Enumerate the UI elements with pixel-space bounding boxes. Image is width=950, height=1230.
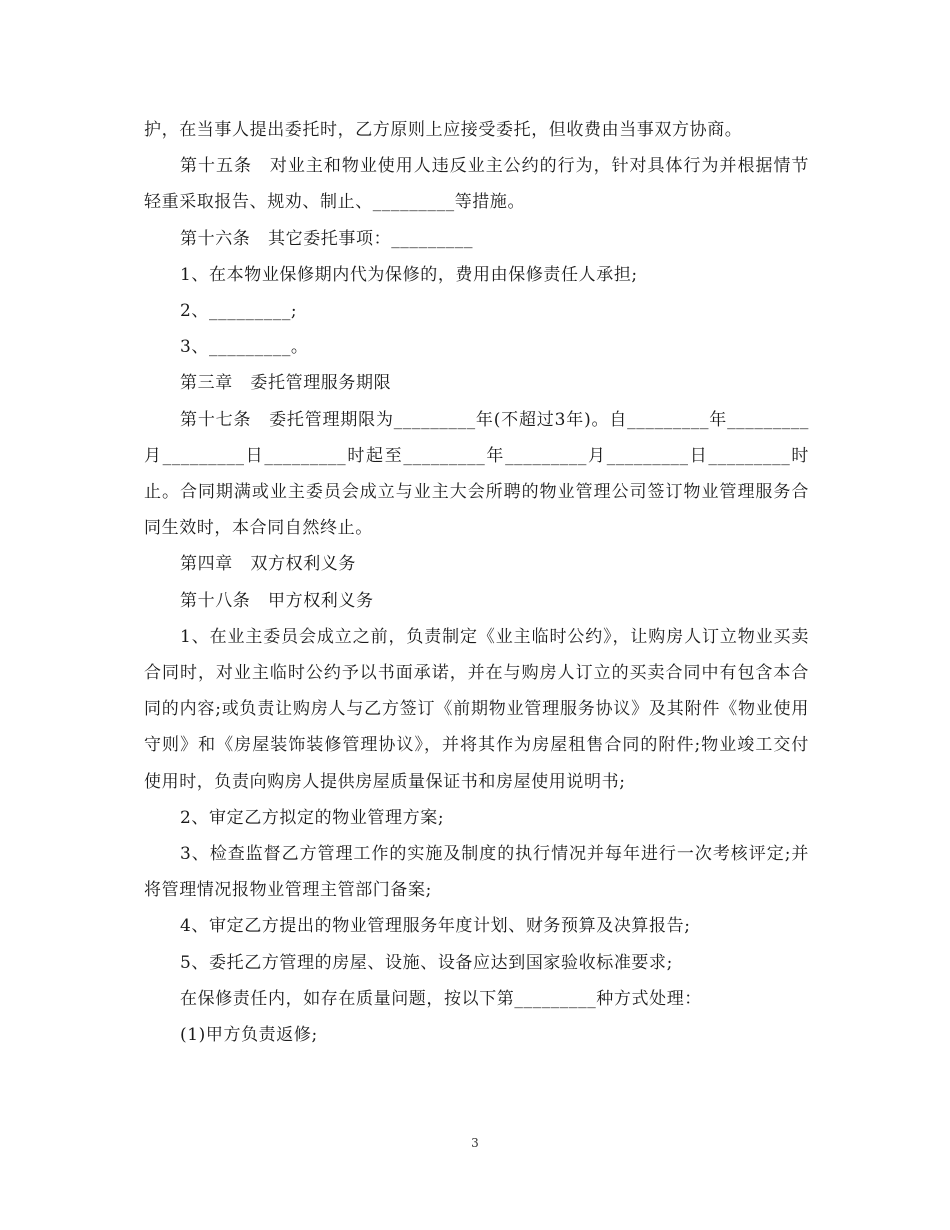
paragraph-article-15: 第十五条 对业主和物业使用人违反业主公约的行为，针对具体行为并根据情节轻重采取报告、规劝、制止、_________等措施。 bbox=[144, 156, 809, 213]
paragraph-option-1: (1)甲方负责返修; bbox=[180, 1025, 318, 1046]
paragraph-article-18: 第十八条 甲方权利义务 bbox=[180, 590, 374, 611]
paragraph-obligation-5: 5、委托乙方管理的房屋、设施、设备应达到国家验收标准要求; bbox=[180, 952, 673, 973]
paragraph-obligation-4: 4、审定乙方提出的物业管理服务年度计划、财务预算及决算报告; bbox=[180, 916, 691, 937]
paragraph-warranty: 在保修责任内，如存在质量问题，按以下第_________种方式处理： bbox=[180, 988, 702, 1009]
paragraph-obligation-3: 3、检查监督乙方管理工作的实施及制度的执行情况并每年进行一次考核评定;并将管理情况报物业管理主管部门备案; bbox=[144, 844, 809, 901]
paragraph-item-2: 2、_________; bbox=[180, 301, 298, 322]
paragraph-obligation-2: 2、审定乙方拟定的物业管理方案; bbox=[180, 807, 445, 828]
paragraph-obligation-1: 1、在业主委员会成立之前，负责制定《业主临时公约》，让购房人订立物业买卖合同时，对业主临时公约予以书面承诺，并在与购房人订立的买卖合同中有包含本合同的内容;或负责让购房人与乙方签订《前期物业管理服务协议》及其附件《物业使用守则》和《房屋装饰装修管理协议》，并将其作为房屋租售合同的附件;物业竣工交付使用时，负责向购房人提供房屋质量保证书和房屋使用说明书; bbox=[144, 626, 809, 792]
document-body bbox=[144, 112, 809, 1053]
paragraph-article-16: 第十六条 其它委托事项：_________ bbox=[180, 228, 474, 249]
paragraph-0: 护，在当事人提出委托时，乙方原则上应接受委托，但收费由当事双方协商。 bbox=[144, 120, 743, 140]
chapter-3-heading: 第三章 委托管理服务期限 bbox=[180, 373, 392, 394]
paragraph-item-1: 1、在本物业保修期内代为保修的，费用由保修责任人承担; bbox=[180, 264, 638, 285]
paragraph-article-17: 第十七条 委托管理期限为_________年(不超过3年)。自_________年_________月_________日_________时起至_________年_________月_________日_________时止。合同期满或业主委员会成立与业主大会所聘的物业管理公司签订物业管理服务合同生效时，本合同自然终止。 bbox=[144, 409, 809, 539]
page-number: 3 bbox=[471, 1136, 479, 1150]
chapter-4-heading: 第四章 双方权利义务 bbox=[180, 554, 356, 575]
paragraph-item-3: 3、_________。 bbox=[180, 337, 309, 358]
